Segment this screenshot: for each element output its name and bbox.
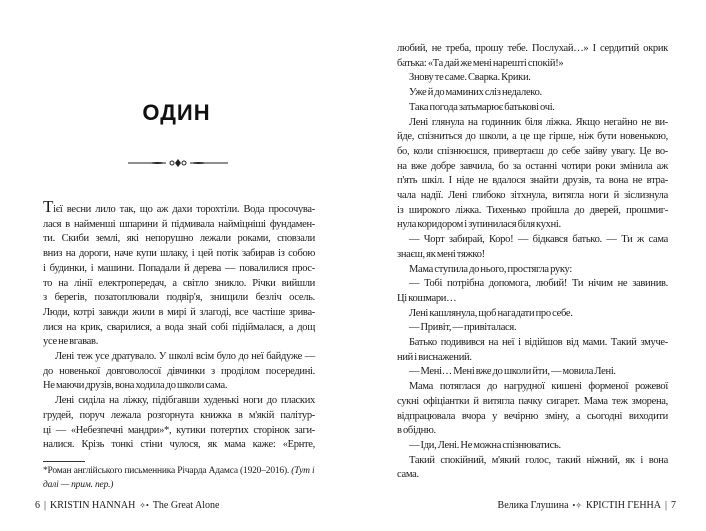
text-line — [43, 365, 315, 380]
footnote — [43, 465, 315, 492]
paragraph — [397, 101, 668, 116]
paragraph — [397, 365, 668, 380]
paragraph — [43, 350, 315, 394]
line-text: вниз на дороги, наче купи шлаку, і цей потік забирав із собою — [43, 248, 315, 260]
text-line — [397, 321, 668, 336]
line-text: ієї весни лило так, що аж дахи торохтіли. Вода просочува- — [53, 204, 315, 215]
body-text — [397, 42, 668, 483]
line-text: лися на крик, сварилися, а вода знай собі підіймалася, а дощ — [43, 321, 315, 333]
paragraph — [43, 197, 315, 350]
line-text: йде, спізниться до школи, а це ще гірше, ніж бути новенькою, — [397, 131, 668, 143]
text-line — [397, 145, 668, 160]
line-text: Лені теж усе дратувало. У школі всім було до неї байдуже — — [55, 351, 315, 363]
text-line — [397, 189, 668, 204]
paragraph — [397, 336, 668, 365]
footnote-divider — [43, 461, 85, 462]
text-line — [43, 409, 315, 424]
text-line — [43, 350, 315, 365]
right-page — [353, 0, 706, 531]
line-text: Знову те саме. Сварка. Крики. — [409, 72, 531, 84]
line-text: Така погода затьмарює батькові очі. — [409, 101, 555, 113]
line-text: п'ять шкіл. І ніде не вдалося знайти друзів, та вона не втра- — [397, 175, 668, 187]
footnote-text: *Роман англійського письменника Річарда Адамса (1920–2016). — [43, 466, 292, 476]
line-text: відпрацювала вчора у вечірню зміну, а сьогодні виходити — [397, 410, 668, 422]
line-text: Ці кошмари… — [397, 292, 457, 304]
text-line — [397, 365, 668, 380]
line-text: і будинки, і машини. Попадали й дерева — повалилися прос- — [43, 262, 315, 274]
footer-book-title: The Great Alone — [152, 500, 220, 511]
line-text: батька: «Та дай же мені нарешті спокій!» — [397, 57, 564, 69]
line-text: Уже й до маминих сліз недалеко. — [409, 87, 542, 99]
text-line — [43, 218, 315, 233]
text-line — [397, 380, 668, 395]
line-text: в обідню. — [397, 425, 436, 437]
text-line — [43, 394, 315, 409]
paragraph — [397, 454, 668, 483]
line-text: сукні офіціантки й витягла пачку сигарет. Мама теж зморена, — [397, 395, 668, 407]
text-line — [397, 57, 668, 72]
text-line — [43, 438, 315, 453]
text-line — [397, 468, 668, 483]
text-line — [43, 277, 315, 292]
line-text: Люди, котрі завжди жили в мирі й злагоді, все частіше зрива- — [43, 306, 315, 318]
line-text: ний і виснажений. — [397, 351, 472, 363]
text-line — [397, 116, 668, 131]
text-line — [43, 232, 315, 247]
text-line — [397, 439, 668, 454]
text-line — [397, 351, 668, 366]
text-line — [43, 262, 315, 277]
line-text: Мама ступила до нього, простягла руку: — [409, 263, 572, 275]
text-line — [43, 306, 315, 321]
text-line — [397, 130, 668, 145]
line-text: сама. — [397, 469, 419, 481]
text-line — [397, 204, 668, 219]
page-number: 7 — [671, 500, 676, 511]
page-number: 6 — [35, 500, 40, 511]
line-text: грудей, поруч лежала розгорнута книжка в м'якій палітур- — [43, 409, 315, 421]
line-text: Лені глянула на годинник біля ліжка. Якщо негайно не ви- — [409, 116, 668, 128]
line-text: Мама потяглася до нагрудної кишені форменої рожевої — [409, 381, 668, 393]
paragraph — [397, 71, 668, 86]
line-text: бо, коли спізнюєшся, привертаєш до себе зайву увагу. Це во- — [397, 145, 668, 157]
text-line — [43, 197, 315, 218]
paragraph — [397, 277, 668, 306]
star-icon: ✧• — [139, 501, 149, 510]
body-text — [43, 197, 315, 453]
footer-book-title: Велика Глушина — [497, 500, 569, 511]
text-line — [397, 218, 668, 233]
line-text: Не маючи друзів, вона ходила до школи сама. — [43, 380, 228, 392]
line-text: — Іди, Лені. Не можна спізнюватись. — [409, 439, 561, 451]
text-line — [397, 454, 668, 469]
text-line — [43, 379, 315, 394]
text-line — [43, 424, 315, 439]
paragraph — [43, 394, 315, 453]
paragraph — [397, 42, 668, 71]
star-icon: •✧ — [572, 501, 583, 510]
text-line — [43, 247, 315, 262]
line-text: на вже добре завчила, бо за останні чотири роки змінила аж — [397, 160, 668, 172]
paragraph — [397, 116, 668, 234]
text-line — [397, 424, 668, 439]
text-line — [397, 263, 668, 278]
text-line — [397, 233, 668, 248]
line-text: налися. Крізь тонкі стіни чулося, як мама каже: «Ернте, — [43, 439, 315, 451]
text-line — [397, 160, 668, 175]
page-footer: 6 | KRISTIN HANNAH ✧• The Great Alone — [35, 500, 220, 511]
line-text: — Тобі потрібна допомога, любий! Ти нічим не завинив. — [409, 278, 668, 290]
line-text: усе не вгавав. — [43, 336, 99, 348]
paragraph — [397, 307, 668, 322]
line-text: Батько подивився на неї і відійшов від мами. Такий змуче- — [409, 337, 668, 349]
text-line — [43, 335, 315, 350]
text-line — [397, 410, 668, 425]
paragraph — [397, 86, 668, 101]
text-line — [397, 336, 668, 351]
paragraph — [397, 233, 668, 262]
line-text: то на лінії електропередач, а світло зникло. Річки вийшли — [43, 277, 315, 289]
text-line — [397, 71, 668, 86]
line-text: ці — «Небезпечні мандри»*, кутики потертих сторінок заги- — [43, 424, 315, 436]
ornament-divider-icon — [128, 158, 228, 168]
paragraph — [397, 321, 668, 336]
text-line — [397, 292, 668, 307]
line-text: з берегів, позатоплювали подвір'я, знищили безліч осель. — [43, 292, 315, 304]
drop-cap: Т — [43, 197, 54, 216]
footer-author: KRISTIN HANNAH — [50, 500, 136, 511]
paragraph — [397, 380, 668, 439]
text-line — [397, 277, 668, 292]
chapter-title: ОДИН — [142, 100, 211, 125]
line-text: лася в найменші шпарини й підмивала наймiцніші фундамен- — [43, 218, 315, 230]
page-footer: Велика Глушина •✧ КРІСТІН ГЕННА | 7 — [497, 500, 676, 511]
line-text: із широкого ліжка. Тихенько пройшла до дверей, прошмиг- — [397, 204, 668, 216]
line-text: нула коридором і зупинилася біля кухні. — [397, 219, 561, 231]
text-line — [397, 248, 668, 263]
text-line — [397, 86, 668, 101]
paragraph — [397, 263, 668, 278]
line-text: ти. Скиби землі, які непорушно лежали роками, сповзали — [43, 233, 315, 245]
footnote-note: (Тут і далі — прим. пер.) — [43, 466, 315, 490]
line-text: Такий спокійний, м'який голос, такий ніжний, як і вона — [409, 454, 668, 466]
paragraph — [397, 439, 668, 454]
text-line — [397, 42, 668, 57]
line-text: знаєш, як мені тяжко! — [397, 248, 485, 260]
line-text: — Привіт, — привіталася. — [409, 322, 517, 334]
footer-author: КРІСТІН ГЕННА — [586, 500, 661, 511]
text-line — [397, 174, 668, 189]
text-line — [397, 101, 668, 116]
line-text: до новенької довговолосої дівчинки з проділом посередині. — [43, 365, 315, 377]
line-text: — Чорт забирай, Коро! — бідкався батько. — Ти ж сама — [409, 234, 668, 246]
line-text: — Мені… Мені вже до школи йти, — мовила Лені. — [409, 366, 616, 378]
text-line — [43, 321, 315, 336]
text-line — [43, 291, 315, 306]
line-text: чала надії. Лені глибоко зітхнула, витягла ноги й зіслизнула — [397, 190, 668, 202]
line-text: Лені кашлянула, щоб нагадати про себе. — [409, 307, 573, 319]
line-text: любий, не треба, прошу тебе. Послухай…» І сердитий окрик — [397, 43, 668, 54]
text-line — [397, 307, 668, 322]
line-text: Лені сиділа на ліжку, підібгавши худенькі ноги до пласких — [55, 395, 315, 407]
text-line — [397, 395, 668, 410]
